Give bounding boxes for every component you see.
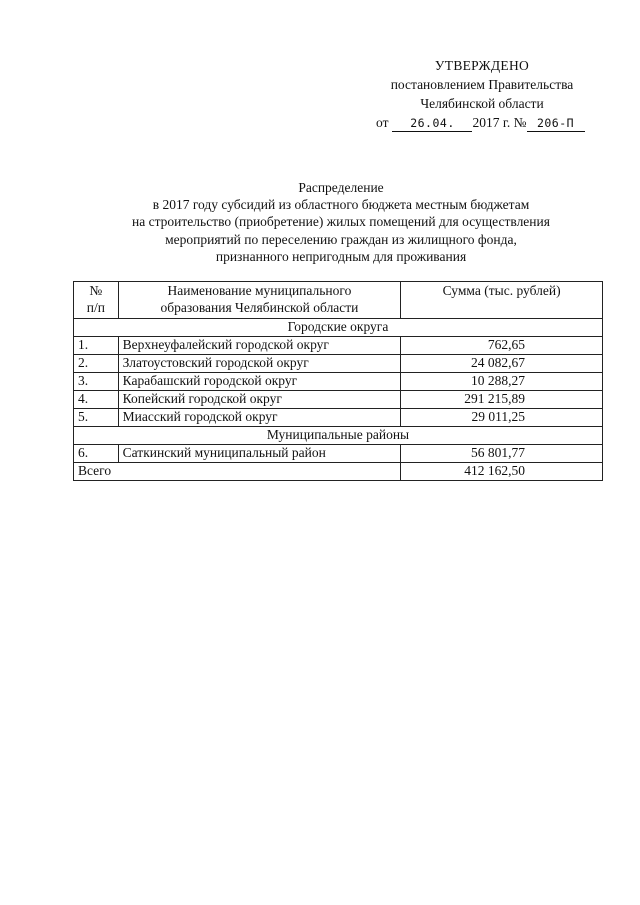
row-num: 2. bbox=[74, 355, 119, 373]
approval-year-label: 2017 г. № bbox=[472, 115, 527, 130]
title-line-2: в 2017 году субсидий из областного бюджета местным бюджетам bbox=[152, 197, 530, 213]
row-sum: 762,65 bbox=[401, 337, 603, 355]
approval-from-label: от bbox=[376, 115, 389, 130]
group-title: Муниципальные районы bbox=[74, 427, 603, 445]
total-label: Всего bbox=[74, 463, 401, 481]
total-sum: 412 162,50 bbox=[401, 463, 603, 481]
title-line-4: мероприятий по переселению граждан из жилищного фонда, bbox=[165, 231, 517, 247]
group-title: Городские округа bbox=[74, 319, 603, 337]
header-sum-cell: Сумма (тыс. рублей) bbox=[401, 282, 603, 319]
group-row bbox=[74, 319, 603, 337]
approval-line-1: постановлением Правительства bbox=[390, 77, 574, 92]
total-row bbox=[74, 463, 603, 481]
header-name-cell bbox=[118, 282, 401, 319]
row-sum: 24 082,67 bbox=[401, 355, 603, 373]
table-row bbox=[74, 373, 603, 391]
approval-number: 206-П bbox=[536, 116, 575, 130]
row-name: Златоустовский городской округ bbox=[118, 355, 401, 373]
header-num-cell bbox=[74, 282, 119, 319]
row-num: 3. bbox=[74, 373, 119, 391]
table-row bbox=[74, 337, 603, 355]
row-num: 6. bbox=[74, 445, 119, 463]
approval-heading: УТВЕРЖДЕНО bbox=[434, 58, 530, 73]
row-num: 5. bbox=[74, 409, 119, 427]
group-row bbox=[74, 427, 603, 445]
approval-block bbox=[376, 56, 588, 132]
row-sum: 10 288,27 bbox=[401, 373, 603, 391]
title-line-3: на строительство (приобретение) жилых помещений для осуществления bbox=[132, 214, 550, 230]
row-sum: 29 011,25 bbox=[401, 409, 603, 427]
title-line-5: признанного непригодным для проживания bbox=[215, 248, 467, 264]
table-row bbox=[74, 355, 603, 373]
row-name: Саткинский муниципальный район bbox=[118, 445, 401, 463]
row-name: Копейский городской округ bbox=[118, 391, 401, 409]
table-row bbox=[74, 391, 603, 409]
title-line-1: Распределение bbox=[298, 180, 384, 195]
table-row bbox=[74, 445, 603, 463]
row-sum: 56 801,77 bbox=[401, 445, 603, 463]
row-sum: 291 215,89 bbox=[401, 391, 603, 409]
approval-date: 26.04. bbox=[410, 116, 455, 130]
header-name-line-1: Наименование муниципального bbox=[167, 283, 352, 298]
document-title bbox=[92, 179, 590, 265]
approval-number-field bbox=[527, 114, 585, 132]
header-num-line-2: п/п bbox=[86, 299, 105, 315]
row-num: 4. bbox=[74, 391, 119, 409]
approval-line-2: Челябинской области bbox=[420, 96, 544, 111]
approval-date-line bbox=[376, 113, 588, 132]
distribution-table bbox=[73, 281, 603, 481]
approval-date-field bbox=[392, 114, 472, 132]
row-name: Верхнеуфалейский городской округ bbox=[118, 337, 401, 355]
row-num: 1. bbox=[74, 337, 119, 355]
header-name-line-2: образования Челябинской области bbox=[160, 299, 359, 315]
row-name: Карабашский городской округ bbox=[118, 373, 401, 391]
row-name: Миасский городской округ bbox=[118, 409, 401, 427]
table-header-row bbox=[74, 282, 603, 319]
header-num-line-1: № bbox=[89, 283, 103, 298]
table-row bbox=[74, 409, 603, 427]
